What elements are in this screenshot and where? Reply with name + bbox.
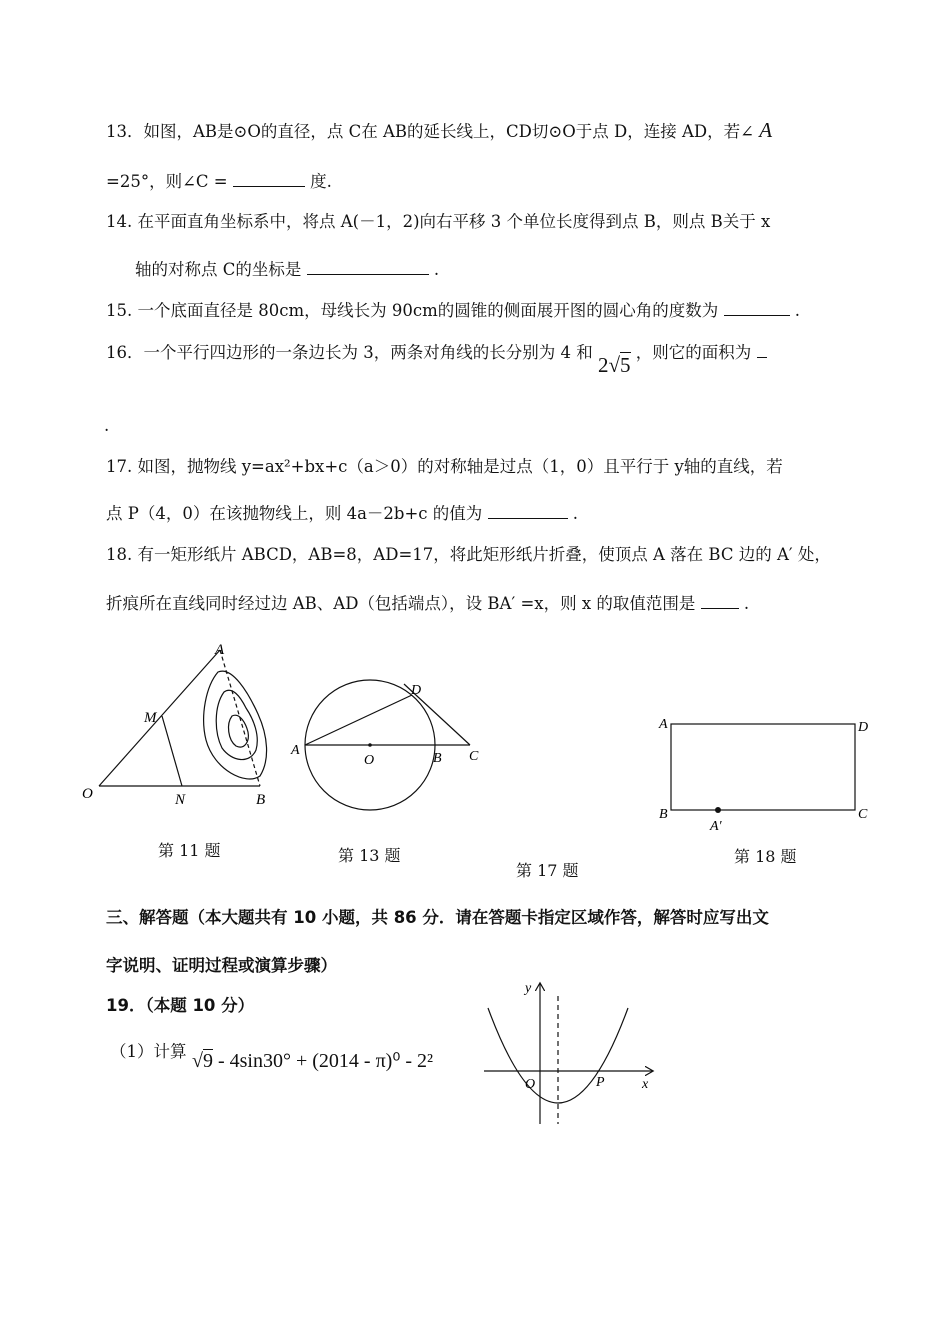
q15-answer-blank[interactable] xyxy=(724,297,790,316)
q14-line1: 14. 在平面直角坐标系中，将点 A(－1，2)向右平移 3 个单位长度得到点 B，则点 B关于 x xyxy=(106,212,771,231)
fig18-point-Aprime xyxy=(715,807,721,813)
q19-radicand: 9 xyxy=(202,1050,213,1072)
q15-line xyxy=(106,297,800,323)
figure-17 xyxy=(480,978,660,1130)
q14-line2 xyxy=(135,256,439,282)
q13-text3: 度. xyxy=(310,172,332,191)
fig11-dashed-AB xyxy=(220,650,260,786)
fig13-label-A: A xyxy=(291,743,300,758)
q19-part1-text: （1）计算 xyxy=(110,1042,187,1061)
q18-line1: 18. 有一矩形纸片 ABCD，AB=8，AD=17，将此矩形纸片折叠，使顶点 A 落在 BC 边的 A′ 处， xyxy=(106,545,831,564)
fig17-label-P: P xyxy=(596,1075,605,1090)
q16-text: 16．一个平行四边形的一条边长为 3，两条对角线的长分别为 4 和 xyxy=(106,343,593,362)
q18-answer-blank[interactable] xyxy=(701,590,739,609)
q17-text2: 点 P（4，0）在该抛物线上，则 4a－2b+c 的值为 xyxy=(106,504,483,523)
fig17-label-O: O xyxy=(525,1077,536,1092)
q13-text2: =25°，则∠C = xyxy=(106,172,228,191)
q16-line xyxy=(106,339,767,377)
q13-text: 13．如图，AB是⊙O的直径，点 C在 AB的延长线上，CD切⊙O于点 D，连接 AD，若∠ xyxy=(106,122,754,141)
fig11-contour-inner xyxy=(229,715,249,747)
fig13-caption: 第 13 题 xyxy=(338,846,401,865)
fig11-line-OA xyxy=(99,650,220,786)
figure-18 xyxy=(650,708,880,838)
fig17-label-x: x xyxy=(642,1077,649,1092)
fig13-label-O: O xyxy=(364,753,375,768)
q17-line1: 17. 如图，抛物线 y=ax²+bx+c（a＞0）的对称轴是过点（1，0）且平行于 y轴的直线，若 xyxy=(106,457,783,476)
q16-end-dot: . xyxy=(104,416,110,435)
fig11-caption: 第 11 题 xyxy=(158,841,221,860)
q16-sqrt-radicand: 5 xyxy=(620,353,631,377)
fig18-label-Aprime: A′ xyxy=(710,819,722,834)
q17-answer-blank[interactable] xyxy=(488,500,568,519)
radical-sign: √ xyxy=(192,1050,203,1072)
fig18-label-B: B xyxy=(659,807,668,822)
figure-13 xyxy=(286,672,486,822)
q16-text2: ，则它的面积为 xyxy=(635,343,752,362)
fig11-label-N: N xyxy=(175,792,186,808)
q18-line2 xyxy=(106,590,749,616)
fig11-contour-outer xyxy=(204,671,267,779)
q13-line1 xyxy=(106,118,772,144)
q19-expression-rest: - 4sin30° + (2014 - π)⁰ - 2² xyxy=(212,1050,434,1072)
q19-label: 19．（本题 10 分） xyxy=(106,996,255,1015)
radical-sign: √ xyxy=(608,353,621,377)
q13-line2 xyxy=(106,168,332,194)
q14-text3: . xyxy=(433,260,440,279)
fig13-label-D: D xyxy=(411,683,422,698)
q16-sqrt-coef: 2 xyxy=(597,353,609,377)
q14-text2: 轴的对称点 C的坐标是 xyxy=(135,260,302,279)
q16-answer-blank[interactable] xyxy=(757,339,767,358)
fig11-label-A: A xyxy=(215,642,225,658)
fig18-rectangle xyxy=(671,724,855,810)
fig13-label-B: B xyxy=(433,751,442,766)
q18-text2: 折痕所在直线同时经过边 AB、AD（包括端点），设 BA′ =x，则 x 的取值范围是 xyxy=(106,594,696,613)
q17-line2 xyxy=(106,500,578,526)
q13-angle-letter: A xyxy=(759,118,773,142)
fig18-caption: 第 18 题 xyxy=(734,847,797,866)
fig11-label-B: B xyxy=(256,792,266,808)
fig18-label-D: D xyxy=(858,720,869,735)
fig18-label-C: C xyxy=(858,807,868,822)
fig11-line-MN xyxy=(162,716,182,786)
fig11-label-M: M xyxy=(144,710,157,726)
q19-expression xyxy=(192,1047,433,1075)
q14-answer-blank[interactable] xyxy=(307,256,429,275)
fig17-label-y: y xyxy=(525,981,532,996)
q18-text3: . xyxy=(743,594,750,613)
q16-sqrt-expr xyxy=(598,353,631,377)
fig18-label-A: A xyxy=(659,717,668,732)
q19-part1 xyxy=(110,1040,187,1064)
q15-text: 15. 一个底面直径是 80cm，母线长为 90cm的圆锥的侧面展开图的圆心角的度数为 xyxy=(106,301,719,320)
fig13-label-C: C xyxy=(469,749,479,764)
fig11-label-O: O xyxy=(82,786,93,802)
q15-text2: . xyxy=(794,301,800,320)
figure-11 xyxy=(78,636,278,816)
fig13-center-dot xyxy=(368,743,372,747)
fig17-caption: 第 17 题 xyxy=(516,861,579,880)
q17-text3: . xyxy=(572,504,579,523)
q13-answer-blank[interactable] xyxy=(233,168,305,187)
section3-heading-line1: 三、解答题（本大题共有 10 小题，共 86 分．请在答题卡指定区域作答，解答时应写出文 xyxy=(106,908,769,927)
section3-heading-line2: 字说明、证明过程或演算步骤） xyxy=(106,956,337,975)
